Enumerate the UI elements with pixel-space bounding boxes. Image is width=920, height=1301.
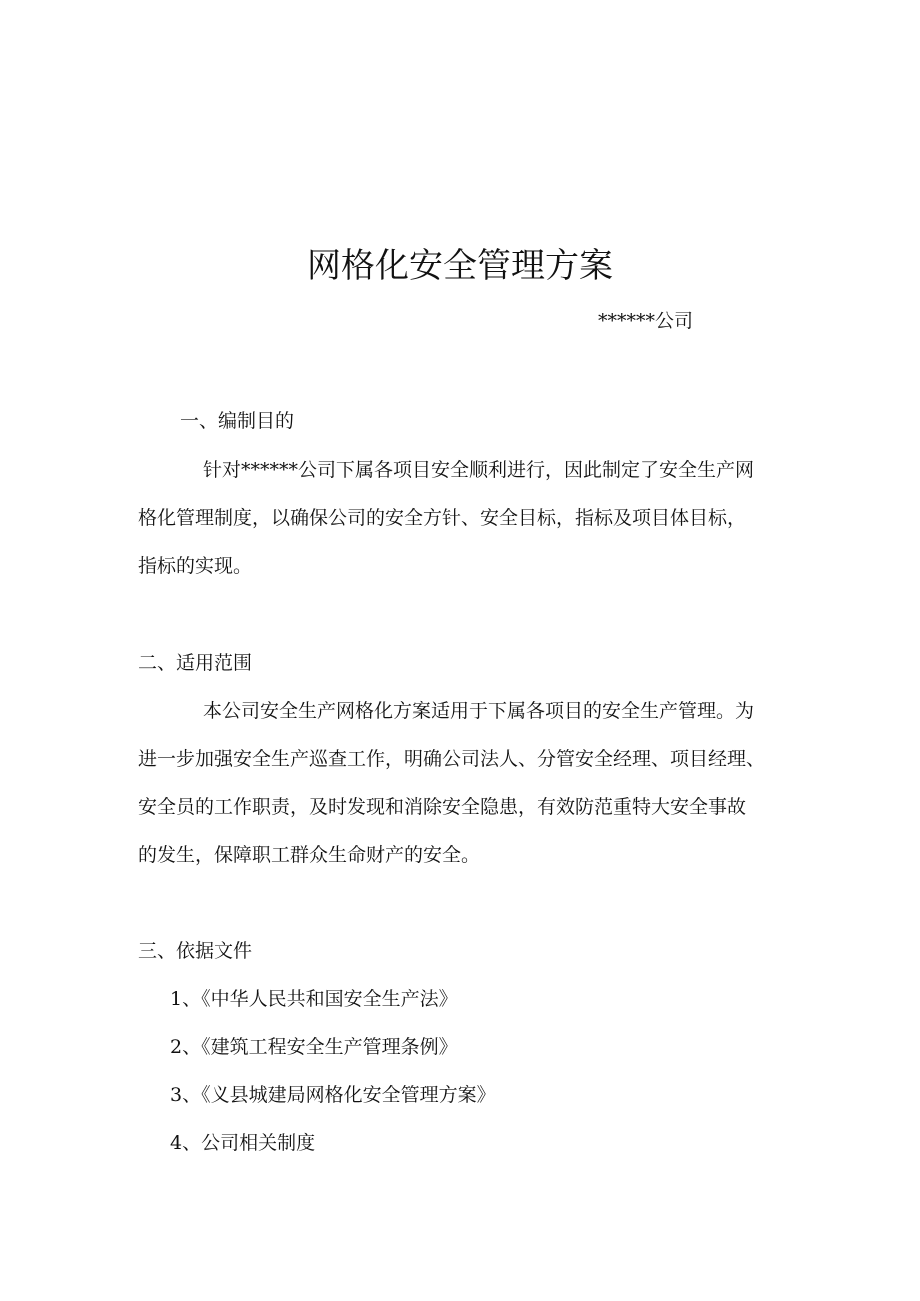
list-item: 4、公司相关制度 <box>170 1132 316 1154</box>
paragraph-line: 格化管理制度，以确保公司的安全方针、安全目标，指标及项目体目标， <box>138 507 747 529</box>
list-item: 2、《建筑工程安全生产管理条例》 <box>170 1036 458 1058</box>
document-title: 网格化安全管理方案 <box>307 246 613 286</box>
paragraph-line: 本公司安全生产网格化方案适用于下属各项目的安全生产管理。为 <box>203 700 755 722</box>
list-item: 1、《中华人民共和国安全生产法》 <box>170 988 458 1010</box>
list-item: 3、《义县城建局网格化安全管理方案》 <box>170 1084 496 1106</box>
section-heading-purpose: 一、编制目的 <box>180 410 295 432</box>
section-heading-scope: 二、适用范围 <box>138 652 253 674</box>
paragraph-line: 安全员的工作职责，及时发现和消除安全隐患，有效防范重特大安全事故 <box>138 796 747 818</box>
paragraph-line: 指标的实现。 <box>138 555 253 577</box>
paragraph-line: 进一步加强安全生产巡查工作，明确公司法人、分管安全经理、项目经理、 <box>138 748 766 770</box>
paragraph-line: 的发生，保障职工群众生命财产的安全。 <box>138 844 481 866</box>
paragraph-line: 针对******公司下属各项目安全顺利进行，因此制定了安全生产网 <box>203 459 755 481</box>
section-heading-basis-documents: 三、依据文件 <box>138 940 253 962</box>
document-author: ******公司 <box>598 310 694 332</box>
